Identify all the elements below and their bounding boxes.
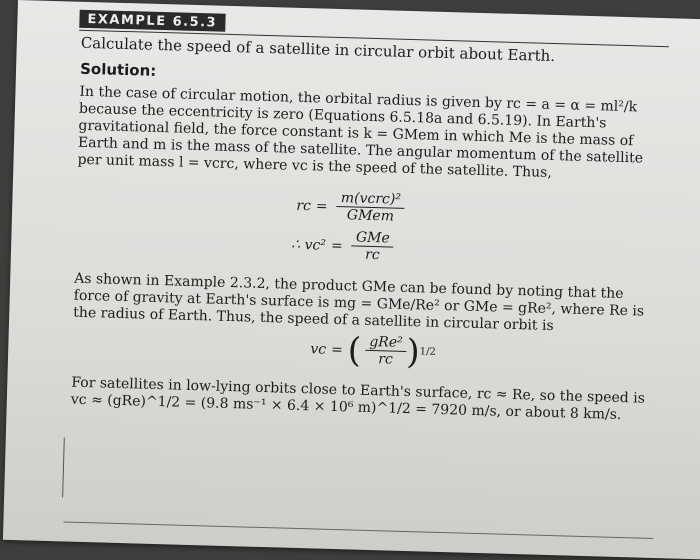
eq1-lhs: rc — [296, 197, 312, 214]
eq3-numerator: gRe² — [365, 334, 407, 352]
bottom-rule — [63, 521, 653, 538]
eq1-equals: = — [315, 197, 328, 215]
equation-orbital-radius — [296, 189, 665, 232]
eq3-exponent: 1/2 — [419, 346, 436, 358]
example-label: EXAMPLE 6.5.3 — [79, 10, 225, 32]
paragraph-1: In the case of circular motion, the orbital radius is given by rc = a = α = ml²/k because the eccentricity is zero (Equations 6.5.18a and 6.5.19). In Earth's gravitational field, the force constant is k = GMem in which Me is the mass of Earth and m is the mass of the satellite. The angular momentum of the satellite per unit mass l = vcrc, where vc is the speed of the satellite. Thus, — [77, 83, 644, 181]
eq2-denominator: rc — [364, 246, 380, 264]
paragraph-2: As shown in Example 2.3.2, the product GMe can be found by noting that the force of gravity at Earth's surface is mg = GMe/Re² or GMe = gRe², where Re is the radius of Earth. Thus, the speed of a satellite in circular orbit is — [73, 270, 645, 335]
eq1-numerator: m(vcrc)² — [337, 190, 406, 209]
example-box — [69, 8, 670, 425]
eq3-equals: = — [330, 341, 344, 358]
example-title: Calculate the speed of a satellite in circular orbit about Earth. — [80, 33, 556, 66]
eq2-equals: = — [330, 237, 343, 254]
eq3-fraction — [365, 334, 407, 368]
eq3-denominator: rc — [378, 351, 394, 368]
eq3-close-paren: ) — [405, 331, 421, 372]
textbook-page — [3, 0, 700, 560]
eq2-lhs: ∴ vc² — [291, 236, 327, 254]
eq2-numerator: GMe — [352, 229, 394, 247]
equation-orbital-speed — [310, 329, 661, 375]
eq1-denominator: GMem — [346, 207, 395, 225]
eq2-fraction — [351, 229, 394, 263]
eq3-open-paren: ( — [347, 329, 362, 371]
margin-rule — [62, 437, 65, 497]
eq3-lhs: vc — [310, 340, 327, 358]
solution-heading: Solution: — [79, 59, 157, 80]
eq1-fraction — [336, 190, 405, 225]
paragraph-3: For satellites in low-lying orbits close to Earth's surface, rc ≈ Re, so the speed is vc ≈ (gRe)^1/2 = (9.8 ms⁻¹ × 6.4 × 10⁶ m)^1/2 = 7920 m/s, or about 8 km/s. — [70, 374, 646, 424]
equation-speed-squared — [291, 228, 664, 271]
